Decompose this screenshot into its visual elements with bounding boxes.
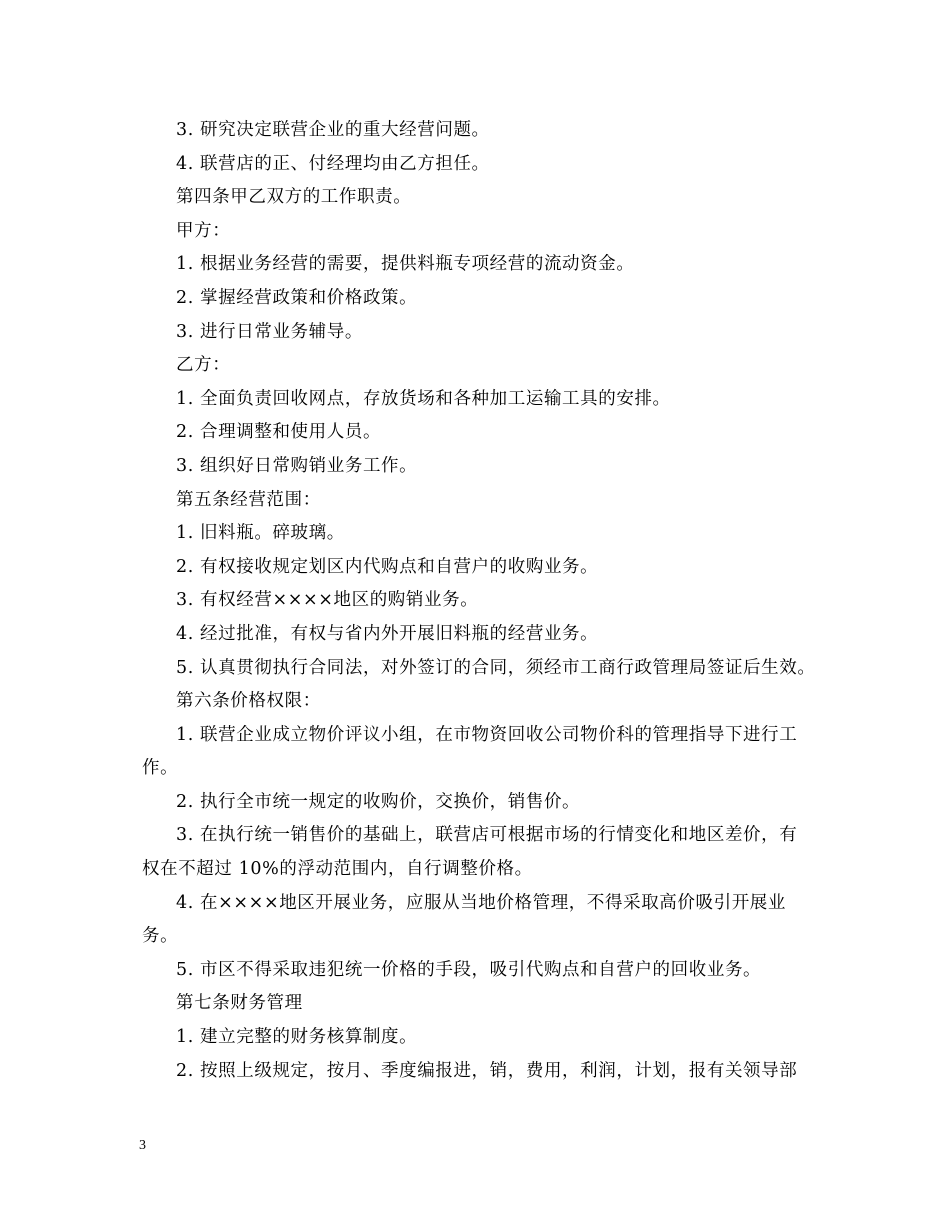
text-line: 5. 认真贯彻执行合同法，对外签订的合同，须经市工商行政管理局签证后生效。 — [176, 657, 816, 678]
text-line: 3. 进行日常业务辅导。 — [176, 321, 363, 342]
text-line: 3. 有权经营××××地区的购销业务。 — [176, 590, 479, 611]
text-line: 第四条甲乙双方的工作职责。 — [176, 187, 412, 208]
text-line: 2. 执行全市统一规定的收购价，交换价，销售价。 — [176, 791, 581, 812]
text-line: 4. 在××××地区开展业务，应服从当地价格管理，不得采取高价吸引开展业 — [176, 892, 787, 913]
text-line: 2. 掌握经营政策和价格政策。 — [176, 287, 418, 308]
text-line: 2. 按照上级规定，按月、季度编报进，销，费用，利润，计划，报有关领导部 — [176, 1060, 798, 1081]
text-line: 1. 全面负责回收网点，存放货场和各种加工运输工具的安排。 — [176, 388, 671, 409]
text-line: 3. 在执行统一销售价的基础上，联营店可根据市场的行情变化和地区差价，有 — [176, 825, 798, 846]
text-line: 甲方： — [176, 220, 231, 241]
text-line: 5. 市区不得采取违犯统一价格的手段，吸引代购点和自营户的回收业务。 — [176, 959, 762, 980]
text-line: 乙方： — [176, 355, 231, 376]
text-line: 1. 根据业务经营的需要，提供料瓶专项经营的流动资金。 — [176, 254, 635, 275]
text-line: 第六条价格权限： — [176, 691, 321, 712]
text-line: 1. 联营企业成立物价评议小组，在市物资回收公司物价科的管理指导下进行工 — [176, 724, 798, 745]
text-line: 2. 有权接收规定划区内代购点和自营户的收购业务。 — [176, 556, 599, 577]
text-line: 1. 旧料瓶。碎玻璃。 — [176, 523, 345, 544]
document-body — [0, 114, 950, 1088]
text-line: 4. 联营店的正、付经理均由乙方担任。 — [176, 153, 490, 174]
text-line: 2. 合理调整和使用人员。 — [176, 422, 382, 443]
text-line: 务。 — [142, 926, 179, 947]
text-line: 权在不超过 10%的浮动范围内，自行调整价格。 — [142, 859, 533, 880]
text-line: 第五条经营范围： — [176, 489, 321, 510]
text-line: 第七条财务管理 — [176, 993, 303, 1014]
page-number: 3 — [139, 1138, 146, 1153]
text-line: 3. 研究决定联营企业的重大经营问题。 — [176, 120, 490, 140]
text-line: 4. 经过批准，有权与省内外开展旧料瓶的经营业务。 — [176, 623, 599, 644]
text-line: 3. 组织好日常购销业务工作。 — [176, 455, 418, 476]
text-line: 作。 — [142, 758, 179, 779]
text-line: 1. 建立完整的财务核算制度。 — [176, 1027, 418, 1048]
